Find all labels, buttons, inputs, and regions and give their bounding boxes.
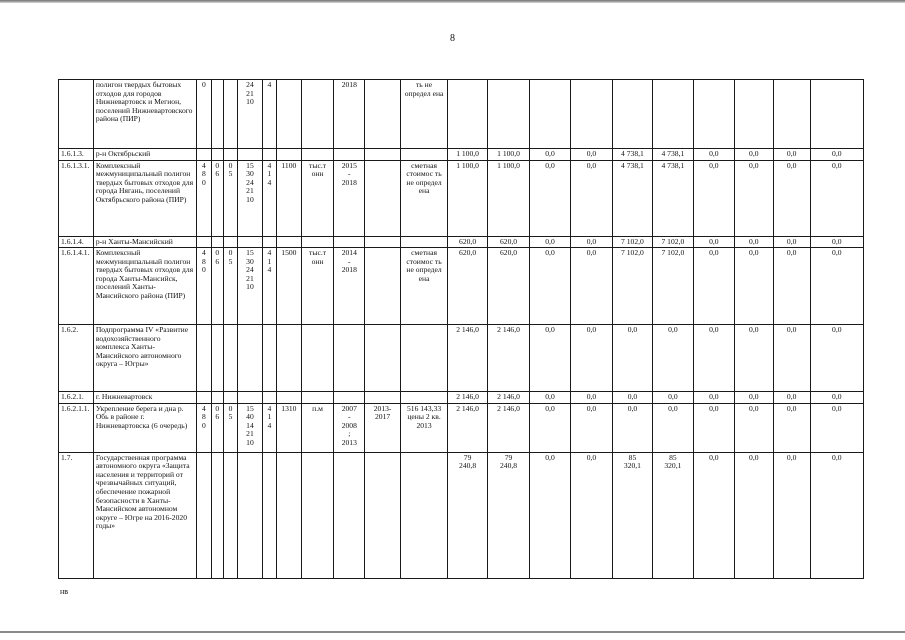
table-cell [401, 149, 448, 161]
table-cell [223, 452, 237, 578]
table-cell [401, 236, 448, 248]
table-cell: 0,0 [530, 248, 571, 325]
table-row [59, 149, 864, 161]
table-cell: Комплексный межмуниципальный полигон твердых бытовых отходов для города Ханты-Мансийск, поселений Ханты-Мансийского района (ПИР) [93, 248, 196, 325]
table-cell [211, 325, 223, 392]
table-cell: 0,0 [693, 392, 734, 404]
table-cell: 2 146,0 [488, 392, 530, 404]
table-cell [238, 236, 263, 248]
table-cell: 1.6.1.4. [59, 236, 94, 248]
table-cell: 1.6.2.1. [59, 392, 94, 404]
table-cell [530, 80, 571, 149]
table-cell [197, 392, 211, 404]
table-cell: 1310 [277, 403, 302, 452]
table-cell: Комплексный межмуниципальный полигон твердых бытовых отходов для города Нягань, поселений Октябрьского района (ПИР) [93, 160, 196, 236]
table-cell: 1.6.1.3.1. [59, 160, 94, 236]
table-cell [59, 80, 94, 149]
table-cell [301, 452, 334, 578]
table-cell: 0,0 [652, 325, 693, 392]
table-cell: 0,0 [693, 452, 734, 578]
budget-table [58, 79, 864, 579]
table-cell: 0,0 [734, 149, 773, 161]
table-cell [262, 325, 276, 392]
table-cell: 4 738,1 [652, 149, 693, 161]
table-cell [238, 452, 263, 578]
table-cell: 0,0 [530, 392, 571, 404]
table-cell [810, 80, 863, 149]
table-cell: 0,0 [570, 149, 612, 161]
table-cell: 0,0 [773, 403, 810, 452]
table-cell: 0,0 [530, 236, 571, 248]
table-cell: 1 100,0 [448, 160, 488, 236]
table-cell [365, 392, 401, 404]
table-cell: 4 8 0 [197, 248, 211, 325]
table-cell: 4 1 4 [262, 403, 276, 452]
table-cell: 0,0 [570, 403, 612, 452]
table-cell: 7 102,0 [652, 248, 693, 325]
table-row [59, 236, 864, 248]
table-cell: 4 8 0 [197, 160, 211, 236]
table-cell [197, 452, 211, 578]
table-cell [238, 149, 263, 161]
table-cell [365, 149, 401, 161]
table-cell: 2014 - 2018 [334, 248, 365, 325]
table-cell: 0,0 [773, 149, 810, 161]
table-cell: 4 738,1 [612, 149, 652, 161]
table-cell: 15 30 24 21 10 [238, 160, 263, 236]
table-cell [334, 325, 365, 392]
scan-top-edge [0, 0, 905, 3]
table-cell [401, 392, 448, 404]
table-cell: Укрепление берега и дна р. Обь в районе г. Нижневартовска (6 очередь) [93, 403, 196, 452]
table-cell: 0 6 [211, 160, 223, 236]
table-cell: 0,0 [773, 392, 810, 404]
table-cell [301, 80, 334, 149]
table-cell: 0,0 [734, 452, 773, 578]
table-cell: 1 100,0 [448, 149, 488, 161]
table-cell: 15 30 24 21 10 [238, 248, 263, 325]
table-cell [211, 149, 223, 161]
table-cell: 0,0 [652, 403, 693, 452]
table-cell: 0 6 [211, 248, 223, 325]
table-cell: 4 738,1 [612, 160, 652, 236]
table-cell [277, 325, 302, 392]
table-cell: 0,0 [810, 248, 863, 325]
table-cell [277, 392, 302, 404]
table-cell [488, 80, 530, 149]
table-cell [211, 80, 223, 149]
table-cell [365, 248, 401, 325]
table-cell [277, 236, 302, 248]
table-cell [334, 452, 365, 578]
table-cell: 24 21 10 [238, 80, 263, 149]
table-cell: 0,0 [570, 160, 612, 236]
table-cell: сметная стоимос ть не определ ена [401, 248, 448, 325]
table-cell: 0,0 [734, 403, 773, 452]
table-cell: 0,0 [652, 392, 693, 404]
table-cell: 0 6 [211, 403, 223, 452]
table-cell [334, 149, 365, 161]
table-cell: Государственная программа автономного округа «Защита населения и территорий от чрезвычайных ситуаций, обеспечение пожарной безопасности в Ханты-Мансийском автономном округе – Югре на 2016-2020 годы» [93, 452, 196, 578]
table-cell [238, 325, 263, 392]
table-cell: 0,0 [570, 452, 612, 578]
table-cell [401, 452, 448, 578]
table-cell [262, 236, 276, 248]
table-cell [570, 80, 612, 149]
table-cell [262, 452, 276, 578]
table-cell: 4 1 4 [262, 248, 276, 325]
table-cell [197, 325, 211, 392]
table-cell: 0,0 [570, 325, 612, 392]
table-cell: 516 143,33 цены 2 кв. 2013 [401, 403, 448, 452]
table-cell [365, 236, 401, 248]
table-cell: 620,0 [448, 236, 488, 248]
table-cell [301, 236, 334, 248]
table-cell: 0,0 [734, 325, 773, 392]
table-cell: 1100 [277, 160, 302, 236]
table-cell [223, 149, 237, 161]
table-cell: 85 320,1 [652, 452, 693, 578]
table-cell: 15 40 14 21 10 [238, 403, 263, 452]
table-cell: 0,0 [530, 403, 571, 452]
table-cell [365, 80, 401, 149]
table-cell: 4 8 0 [197, 403, 211, 452]
table-cell: 0,0 [773, 325, 810, 392]
table-cell [211, 392, 223, 404]
table-cell: 0,0 [734, 248, 773, 325]
table-cell: сметная стоимос ть не определ ена [401, 160, 448, 236]
table-cell [197, 149, 211, 161]
table-cell: 0,0 [693, 236, 734, 248]
table-cell [693, 80, 734, 149]
table-cell: 0 [197, 80, 211, 149]
table-cell: 0,0 [810, 149, 863, 161]
table-cell: 0,0 [810, 325, 863, 392]
table-cell [773, 80, 810, 149]
table-cell: 0,0 [693, 248, 734, 325]
table-cell: п.м [301, 403, 334, 452]
table-cell: 0,0 [570, 248, 612, 325]
table-cell: 1.6.1.4.1. [59, 248, 94, 325]
table-cell: 0,0 [693, 160, 734, 236]
table-cell: 4 738,1 [652, 160, 693, 236]
table-cell: 0,0 [773, 236, 810, 248]
table-cell: 7 102,0 [612, 236, 652, 248]
table-cell: 2 146,0 [448, 403, 488, 452]
table-cell [301, 392, 334, 404]
table-cell [401, 325, 448, 392]
table-cell: Подпрограмма IV «Развитие водохозяйственного комплекса Ханты-Мансийского автономного округа – Югры» [93, 325, 196, 392]
table-cell [211, 452, 223, 578]
table-cell: 620,0 [448, 248, 488, 325]
table-row [59, 392, 864, 404]
table-cell [211, 236, 223, 248]
table-cell: 0,0 [693, 149, 734, 161]
table-cell: 1 100,0 [488, 149, 530, 161]
table-cell: 0,0 [612, 392, 652, 404]
table-cell: 85 320,1 [612, 452, 652, 578]
table-cell: р-н Октябрьский [93, 149, 196, 161]
table-cell [301, 325, 334, 392]
table-cell: 0,0 [612, 325, 652, 392]
table-cell: 0,0 [530, 325, 571, 392]
table-cell [365, 452, 401, 578]
table-cell: 2015 - 2018 [334, 160, 365, 236]
table-cell: 4 [262, 80, 276, 149]
table-cell [365, 325, 401, 392]
page-number: 8 [450, 33, 455, 44]
table-cell: 0,0 [530, 160, 571, 236]
table-cell: 0,0 [734, 160, 773, 236]
table-cell [238, 392, 263, 404]
table-cell: р-н Ханты-Мансийский [93, 236, 196, 248]
table-cell [277, 452, 302, 578]
table-cell: 0,0 [773, 160, 810, 236]
table-row [59, 403, 864, 452]
table-cell: 1.6.2. [59, 325, 94, 392]
table-cell: 0 5 [223, 248, 237, 325]
table-cell: 1500 [277, 248, 302, 325]
table-cell: 0,0 [810, 452, 863, 578]
table-cell [612, 80, 652, 149]
table-cell [262, 392, 276, 404]
table-row [59, 452, 864, 578]
table-cell: 1.7. [59, 452, 94, 578]
table-cell [277, 149, 302, 161]
table-cell: ть не определ ена [401, 80, 448, 149]
table-cell: 1 100,0 [488, 160, 530, 236]
table-cell [365, 160, 401, 236]
table-cell [652, 80, 693, 149]
table-cell: 0,0 [734, 392, 773, 404]
table-cell: 0,0 [734, 236, 773, 248]
table-cell: 620,0 [488, 236, 530, 248]
table-cell [223, 80, 237, 149]
table-cell: 7 102,0 [652, 236, 693, 248]
table-cell: 0,0 [612, 403, 652, 452]
table-cell: 7 102,0 [612, 248, 652, 325]
scan-bottom-edge [0, 631, 905, 633]
table-cell: 2 146,0 [488, 325, 530, 392]
table-cell [301, 149, 334, 161]
table-cell: 1.6.2.1.1. [59, 403, 94, 452]
table-cell: 2 146,0 [488, 403, 530, 452]
table-cell [734, 80, 773, 149]
table-cell: полигон твердых бытовых отходов для городов Нижневартовск и Мегион, поселений Нижневартовского района (ПИР) [93, 80, 196, 149]
table-cell: 0 5 [223, 160, 237, 236]
table-cell [197, 236, 211, 248]
table-row [59, 248, 864, 325]
table-cell: 2018 [334, 80, 365, 149]
table-cell: 2 146,0 [448, 392, 488, 404]
table-cell: 0,0 [530, 149, 571, 161]
table-cell [262, 149, 276, 161]
table-cell: 2013- 2017 [365, 403, 401, 452]
table-cell: тыс.т онн [301, 248, 334, 325]
table-cell: г. Нижневартовск [93, 392, 196, 404]
table-cell: 0,0 [693, 403, 734, 452]
table-cell: 0,0 [570, 392, 612, 404]
table-cell: 0,0 [810, 160, 863, 236]
table-cell: 0 5 [223, 403, 237, 452]
table-row [59, 325, 864, 392]
table-cell: 2007 - 2008 ; 2013 [334, 403, 365, 452]
table-cell: 79 240,8 [448, 452, 488, 578]
table-cell: 0,0 [810, 236, 863, 248]
table-cell: 620,0 [488, 248, 530, 325]
table-cell: 0,0 [693, 325, 734, 392]
table-cell: 4 1 4 [262, 160, 276, 236]
table-row [59, 80, 864, 149]
footer-mark: нв [60, 587, 69, 596]
table-cell [448, 80, 488, 149]
table-cell: 0,0 [530, 452, 571, 578]
table-cell [223, 236, 237, 248]
table-cell: тыс.т онн [301, 160, 334, 236]
table-cell [277, 80, 302, 149]
table-cell: 1.6.1.3. [59, 149, 94, 161]
table-cell: 0,0 [810, 392, 863, 404]
table-cell: 0,0 [570, 236, 612, 248]
table-cell: 79 240,8 [488, 452, 530, 578]
table-cell: 0,0 [810, 403, 863, 452]
table-cell [223, 392, 237, 404]
table-row [59, 160, 864, 236]
table-cell: 2 146,0 [448, 325, 488, 392]
table-cell: 0,0 [773, 452, 810, 578]
table-cell [334, 392, 365, 404]
table-cell [334, 236, 365, 248]
table-cell: 0,0 [773, 248, 810, 325]
table-cell [223, 325, 237, 392]
